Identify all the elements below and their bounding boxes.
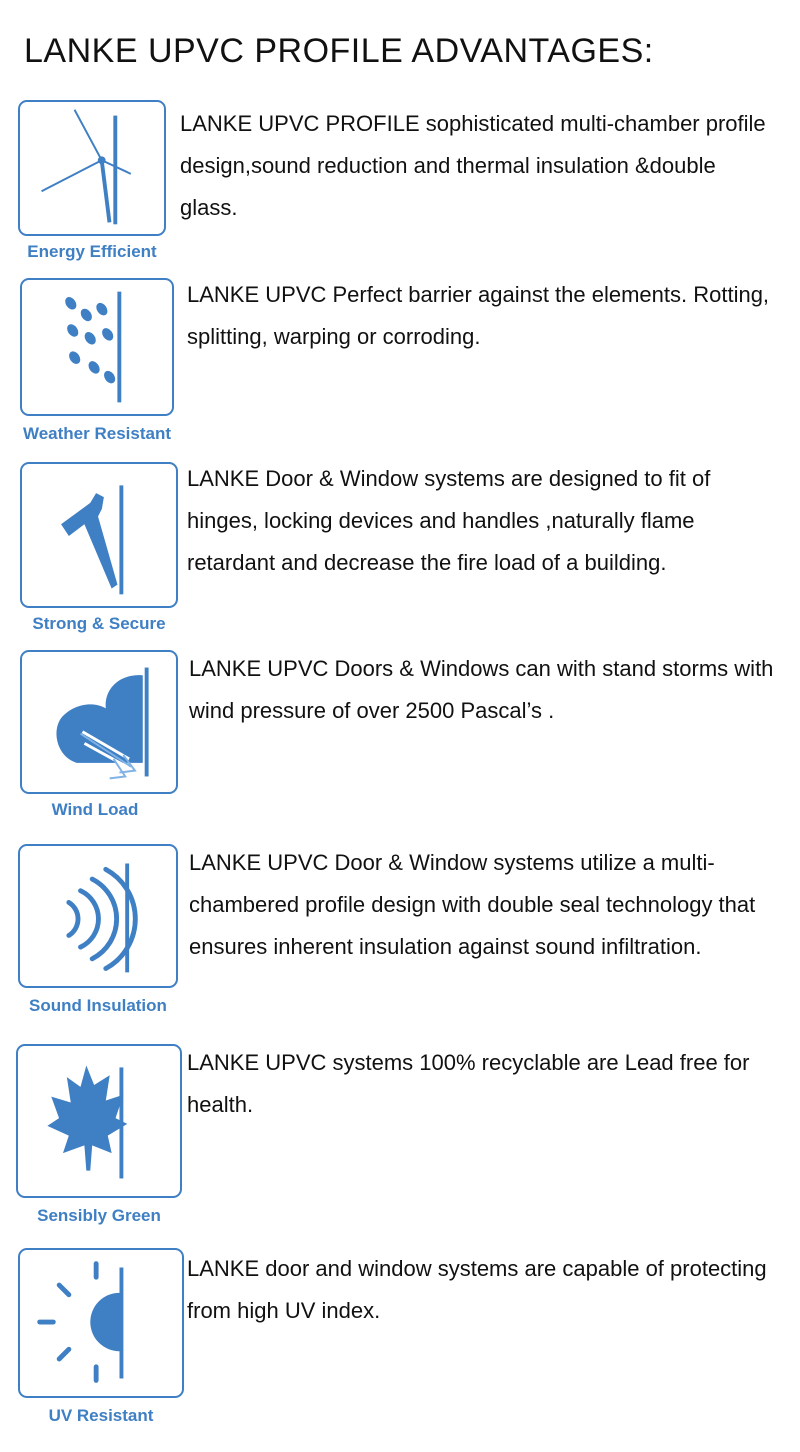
feature-label: Energy Efficient [27,242,157,261]
icon-box [18,100,166,236]
feature-description: LANKE UPVC PROFILE sophisticated multi-chamber profile design,sound reduction and thermal insulation &double glass. [180,111,766,220]
icon-box [20,650,178,794]
icon-box [20,278,174,416]
cloud-wind-icon [22,652,176,792]
icon-box [18,844,178,988]
feature-label: Weather Resistant [22,424,171,443]
hammer-icon [22,464,176,606]
feature-label: UV Resistant [48,1406,154,1425]
icon-box [20,462,178,608]
sound-waves-icon [20,846,176,986]
feature-label: Sensibly Green [37,1206,161,1225]
wind-turbine-icon [20,102,164,234]
page-title: LANKE UPVC PROFILE ADVANTAGES: [24,32,654,70]
feature-label: Sound Insulation [29,996,167,1015]
feature-label: Wind Load [51,800,139,819]
feature-description: LANKE Door & Window systems are designed to fit of hinges, locking devices and handles ,naturally flame retardant and decrease the fire load of a building. [187,466,711,575]
icon-box [18,1248,184,1398]
sun-icon [20,1250,182,1396]
feature-label: Strong & Secure [32,614,166,633]
feature-description: LANKE door and window systems are capable of protecting from high UV index. [187,1256,767,1323]
icon-box [16,1044,182,1198]
raindrops-icon [22,280,172,414]
feature-description: LANKE UPVC Door & Window systems utilize a multi-chambered profile design with double seal technology that ensures inherent insulation against sound infiltration. [189,850,756,959]
feature-description: LANKE UPVC Doors & Windows can with stand storms with wind pressure of over 2500 Pascal’s . [189,656,774,723]
feature-description: LANKE UPVC Perfect barrier against the elements. Rotting, splitting, warping or corroding. [187,282,770,349]
maple-leaf-icon [18,1046,180,1196]
feature-description: LANKE UPVC systems 100% recyclable are Lead free for health. [187,1050,750,1117]
